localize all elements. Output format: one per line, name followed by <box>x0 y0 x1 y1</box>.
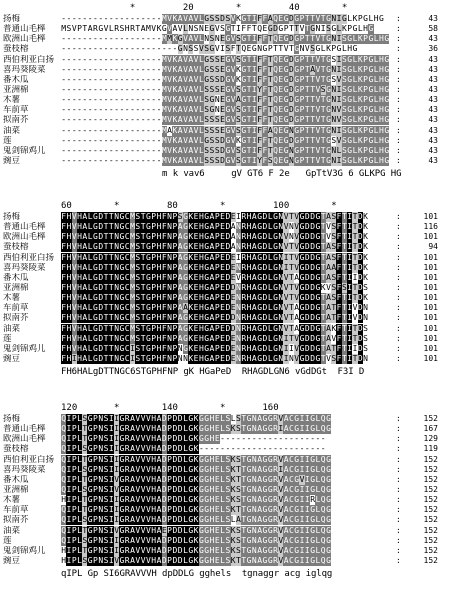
sequence-text: H I P L T G P N S I I G R A V V V H A D P D D L G K G G H E L S K S T G N A G G R V A C G I I R L Q G <box>61 495 331 505</box>
sequence-row <box>0 303 460 313</box>
species-label: 莲 <box>3 535 12 546</box>
sequence-row <box>0 495 460 505</box>
sequence-text: F H V H A L G D T T N G C M S T G P H F N P S G K E H G A P E D E I R H A G D L G N V T V G D D G T A S F T I T D K <box>61 212 368 221</box>
sequence-text: Q I P L S G P N S I I G R A V V V H A D P D D L G K - - - - - - - - - - - - - - - - - - - - - - - - <box>61 444 326 454</box>
separator-colon: : <box>396 125 401 135</box>
sequence-text: - - - - - - - - - - - - - - - - - - - M V K A V A V L S S S D G V S G T I F F T Q E G N G P T T V T G N L S G L K P G L H G <box>61 145 390 155</box>
sequence-text: Q I P L S G P N S I V G R A V V V H A D P D D L G K G G H E L S K S T G N A G G R V A C G I I G L Q G <box>61 484 331 494</box>
separator-colon: : <box>396 555 401 565</box>
ruler-mark: * <box>235 3 242 13</box>
residue-count: 36 <box>428 44 438 54</box>
species-label: 莲 <box>3 135 12 146</box>
sequence-text: F H V H A L G D T T N G C M S T G P H F N P A A K E H G A P E D E N R H A G D L G N V T A G D D G T A T F T I V D N <box>61 303 368 313</box>
residue-count: 58 <box>428 24 438 34</box>
species-label: 油菜 <box>3 125 21 136</box>
separator-colon: : <box>396 323 401 333</box>
sequence-text: F H V H A L G D T T N G C M S T G P H F N P A G K E H G A P E D E N R H A G D L G N I T V G D D G T A V F T I T D S <box>61 333 368 343</box>
residue-count: 43 <box>428 95 438 105</box>
separator-colon: : <box>396 252 401 262</box>
species-label: 欧洲山毛榉 <box>3 434 46 445</box>
residue-count: 43 <box>428 34 438 44</box>
separator-colon: : <box>396 505 401 515</box>
residue-count: 152 <box>423 474 438 484</box>
separator-colon: : <box>396 232 401 242</box>
ruler-mark: 40 <box>288 3 300 13</box>
residue-count: 116 <box>423 222 438 232</box>
species-label: 扬梅 <box>3 212 21 222</box>
species-label: 番木瓜 <box>3 474 29 485</box>
consensus-line: qIPL Gp SI6GRAVVVH dpDDLG gghels tgnaggr acg iglqg <box>61 569 333 580</box>
species-label: 亚洲棉 <box>3 484 29 495</box>
species-label: 木薯 <box>3 95 21 106</box>
sequence-text: Q I P L T G P N S I I G R A V V V H A D P D D L G K G G H E - - - - - - - - - - - - - - - - - - - - <box>61 434 326 444</box>
consensus-line: FH6HALgDTTNGC6STGPHFNP gK HGaPeD RHAGDLGN6 vGdDGt F3I D <box>61 367 365 378</box>
separator-colon: : <box>396 414 401 423</box>
separator-colon: : <box>396 525 401 535</box>
sequence-row <box>0 536 460 546</box>
residue-count: 43 <box>428 145 438 155</box>
species-label: 豌豆 <box>3 155 21 166</box>
species-label: 拟南芥 <box>3 515 29 526</box>
sequence-text: Q I P L S G P N S I I G R A V V V H A D P D D L G K G G H E L S L A T G N A G G R V A C G I I G L Q G <box>61 515 331 525</box>
sequence-text: Q I P L S G P N S I I G R A V V V H A D P D D L G K G G H E L S L S T G N A G G R V A C G I I G L Q G <box>61 414 331 423</box>
sequence-row <box>0 313 460 323</box>
species-label: 豌豆 <box>3 555 21 566</box>
species-label: 蚕枝榕 <box>3 242 29 253</box>
residue-count: 152 <box>423 525 438 535</box>
sequence-text: - - - - - - - - - - - - - - - - - - - M V K A V A V L G S S E G V K G T I F F T Q E G D G P T A V T G N I S G L K P G L H G <box>61 64 390 74</box>
residue-count: 43 <box>428 125 438 135</box>
separator-colon: : <box>396 105 401 115</box>
ruler-mark: * <box>331 201 337 211</box>
residue-count: 101 <box>423 323 438 333</box>
separator-colon: : <box>396 343 401 353</box>
residue-count: 152 <box>423 484 438 494</box>
separator-colon: : <box>396 34 401 44</box>
sequence-text: Q I P L S G P N S I I G R A V V V H A D P D D L G K G G H E L S K S T G N A G G R V A C G I I G L Q G <box>61 535 331 545</box>
separator-colon: : <box>396 444 401 454</box>
alignment-block-3 <box>0 402 460 578</box>
species-label: 车前草 <box>3 505 29 516</box>
sequence-row <box>0 85 460 95</box>
species-label: 喜玛葵陵菜 <box>3 64 46 75</box>
position-ruler <box>0 402 460 414</box>
sequence-text: Q I P L S G P N S I I G R A V V V H A D P D D L G K G G H E L S K T T G N A G G R I A C G I I G L Q G <box>61 464 331 474</box>
sequence-row <box>0 222 460 232</box>
sequence-text: - - - - - - - - - - - - - - - - - - - M V K A V A V L G S S D S V K G T I F F A Q E G D G P T T V T G N I G L K P G L H G <box>61 14 384 23</box>
residue-count: 94 <box>428 242 438 252</box>
sequence-row <box>0 546 460 556</box>
residue-count: 129 <box>423 434 438 444</box>
position-ruler <box>0 2 460 14</box>
species-label: 鬼剑锦鸡儿 <box>3 343 46 354</box>
separator-colon: : <box>396 145 401 155</box>
sequence-text: F H V H A L G D T T N G C M S T G P H F N P A G K E H G A P E D D N R H A G D L G N V T A G D D G T A K F T I T D S <box>61 323 368 333</box>
residue-count: 43 <box>428 74 438 84</box>
separator-colon: : <box>396 545 401 555</box>
sequence-text: - - - - - - - - - - - - - - - - - - - M A K A V A V L S S S E G V S G T I F F A Q E G N G P T T V T G N I S G L K P G L H G <box>61 125 390 135</box>
sequence-row <box>0 212 460 222</box>
species-label: 番木瓜 <box>3 272 29 283</box>
sequence-text: F H V H A L G D T T N G C M S T G P H F N P A G K E H G A P E D E N R H A G D L G N I T V G D D G T A A F T I T D K <box>61 262 368 272</box>
sequence-text: - - - - - - - - - - - - - - - - - - - M V K A V A V L S S S E G V S G T I Y F T Q E G D G P T T V S G N I S G L K P G L H G <box>61 84 390 94</box>
separator-colon: : <box>396 293 401 303</box>
alignment-block-1 <box>0 2 460 178</box>
separator-colon: : <box>396 24 401 34</box>
sequence-row <box>0 515 460 525</box>
sequence-row <box>0 556 460 566</box>
residue-count: 152 <box>423 555 438 565</box>
sequence-row <box>0 455 460 465</box>
sequence-row <box>0 156 460 166</box>
ruler-mark: 160 <box>262 403 279 413</box>
sequence-row <box>0 146 460 156</box>
ruler-mark: * <box>220 403 226 413</box>
sequence-row <box>0 24 460 34</box>
separator-colon: : <box>396 262 401 272</box>
species-label: 普通山毛榉 <box>3 222 46 233</box>
separator-colon: : <box>396 484 401 494</box>
sequence-row <box>0 253 460 263</box>
residue-count: 152 <box>423 515 438 525</box>
separator-colon: : <box>396 313 401 323</box>
species-label: 鬼剑锦鸡儿 <box>3 145 46 156</box>
sequence-row <box>0 34 460 44</box>
species-label: 蚕枝榕 <box>3 44 29 55</box>
consensus-line: m k vav6 gV GT6 F 2e GpTtV3G 6 GLKPG HG <box>61 169 402 180</box>
residue-count: 152 <box>423 535 438 545</box>
separator-colon: : <box>396 495 401 505</box>
sequence-text: F H V H A L G D T T N G C M S T G P H F N P A G K E H G A P E D E N R H A G D L G N V T V G D D G T A S F T I T D K <box>61 293 368 303</box>
ruler-mark: * <box>220 201 226 211</box>
species-label: 蚕枝榕 <box>3 444 29 455</box>
sequence-text: H I P L S G P N S I V G R A V V V H A D P D D L G K G G H E L S K T T G N A G G R V A C G I I G L Q G <box>61 555 331 565</box>
species-label: 车前草 <box>3 105 29 116</box>
separator-colon: : <box>396 272 401 282</box>
sequence-text: Q I P L T G P N S I V G R A V V V H A E P D D L G K G G H E L S K S T G N A G G R V A C G I I G L Q G <box>61 525 331 535</box>
sequence-row <box>0 465 460 475</box>
sequence-row <box>0 263 460 273</box>
sequence-text: - - - - - - - - - - - - - - - - - - - - - - G N S S V S G V I S F T Q E G N G P T T V T G N V S G L K P G L H G <box>61 44 358 54</box>
species-label: 西伯利亚白扬 <box>3 454 55 465</box>
species-label: 西伯利亚白扬 <box>3 252 55 263</box>
residue-count: 43 <box>428 14 438 23</box>
species-label: 欧洲山毛榉 <box>3 34 46 45</box>
residue-count: 101 <box>423 313 438 323</box>
residue-count: 152 <box>423 454 438 464</box>
species-label: 普通山毛榉 <box>3 24 46 35</box>
sequence-row <box>0 136 460 146</box>
sequence-text: M S V P T A R G V L R S H R T A M V K G V A V L N S N E G V S G T I F F T Q E G D G P T T V T G N I S G L K P G L H G <box>61 24 374 34</box>
separator-colon: : <box>396 535 401 545</box>
sequence-row <box>0 14 460 24</box>
residue-count: 43 <box>428 84 438 94</box>
residue-count: 101 <box>423 272 438 282</box>
residue-count: 101 <box>423 232 438 242</box>
sequence-row <box>0 75 460 85</box>
position-ruler <box>0 200 460 212</box>
residue-count: 101 <box>423 343 438 353</box>
sequence-text: F H V H A L G D T T N G C M S T G P H F N P A G K E H G A P E D A N R H A G D L G N V N V G D D G T V S F T I T D K <box>61 232 368 242</box>
ruler-mark: * <box>114 201 120 211</box>
separator-colon: : <box>396 474 401 484</box>
sequence-row <box>0 485 460 495</box>
ruler-mark: 120 <box>61 403 78 413</box>
ruler-mark: 140 <box>161 403 178 413</box>
sequence-text: F H V H A L G D T T N G C M S T G P H F N P A G K E H G A P E D D N R H A G D L G N V T A G D D G T A T F T I V D N <box>61 313 368 323</box>
residue-count: 152 <box>423 495 438 505</box>
residue-count: 101 <box>423 293 438 303</box>
sequence-text: F H V H A L G D T T N G C M S T G P H F N P A G K E H G A P E D E I R H A G D L G N I T V G D D G T A S F T I T D K <box>61 252 368 262</box>
sequence-text: - - - - - - - - - - - - - - - - - - - M V K A V A V L S G N E G V S G T I F F T Q E G D G P T T V T G N V S G L K P G L H G <box>61 105 390 115</box>
residue-count: 43 <box>428 54 438 64</box>
separator-colon: : <box>396 84 401 94</box>
sequence-text: - - - - - - - - - - - - - - - - - - - M V K A V A V L S G N E G V A G T I F F T Q E G D G P T T V T G N I S G L K P G L H G <box>61 95 390 105</box>
sequence-text: F H V H A L G D T T N G C M S T G P H F N P A G K E H G A P E D A N R H A G D L G N V N V G D D G T V S F T I T D K <box>61 222 368 232</box>
species-label: 莲 <box>3 333 12 344</box>
separator-colon: : <box>396 212 401 221</box>
ruler-mark: * <box>129 3 136 13</box>
sequence-text: - - - - - - - - - - - - - - - - - - - M M K G V A V L N S N E G V S G T I F F T Q E G D G P T T V T G N I S G L K P G L H G <box>61 34 390 44</box>
residue-count: 152 <box>423 464 438 474</box>
species-label: 木薯 <box>3 495 21 506</box>
sequence-text: Q I P L T G P N S I I G R A V V V H A D P D D L G K G G H E L S K S T G N A G G R V A C G I I G L Q G <box>61 454 331 464</box>
sequence-text: F H V H A L G D T T N G C M S T G P H F N P A G K E H G A P E D E V R H A G D L G N V T A G D D G T A S F T I I D K <box>61 272 368 282</box>
species-label: 普通山毛榉 <box>3 424 46 435</box>
residue-count: 101 <box>423 333 438 343</box>
species-label: 油菜 <box>3 323 21 334</box>
species-label: 鬼剑锦鸡儿 <box>3 545 46 556</box>
residue-count: 152 <box>423 414 438 423</box>
species-label: 扬梅 <box>3 14 21 24</box>
sequence-text: - - - - - - - - - - - - - - - - - - - M V K A V A V L S S S D G V S G T I Y F S Q E G N G P T T V T G N I S G L K P G L H G <box>61 155 390 165</box>
sequence-text: F H V H A L G D T T N G C M S T G P H F N P A G K E H G A P E D A N R H A G D L G N V T V G D D G T A S F T I T D K <box>61 242 368 252</box>
separator-colon: : <box>396 454 401 464</box>
sequence-row <box>0 424 460 434</box>
species-label: 扬梅 <box>3 414 21 424</box>
ruler-mark: 100 <box>273 201 290 211</box>
sequence-text: F H V H A L G D T T N G C M S T G P H F N P A G K E H G A P E D D N R H A G D L G N V T V G D D G K V S F S I T D S <box>61 282 368 292</box>
residue-count: 167 <box>423 424 438 434</box>
separator-colon: : <box>396 14 401 23</box>
sequence-row <box>0 105 460 115</box>
sequence-row <box>0 526 460 536</box>
ruler-mark: * <box>341 3 348 13</box>
sequence-row <box>0 283 460 293</box>
residue-count: 119 <box>423 444 438 454</box>
residue-count: 101 <box>423 353 438 363</box>
separator-colon: : <box>396 95 401 105</box>
species-label: 西伯利亚白扬 <box>3 54 55 65</box>
species-label: 拟南芥 <box>3 313 29 324</box>
sequence-row <box>0 65 460 75</box>
alignment-block-2 <box>0 200 460 376</box>
separator-colon: : <box>396 333 401 343</box>
sequence-text: F H I H A L G D T T N G C I S T G P H F N P N N K E H G A P E D E N R H A G D L G N I N V G D D G T V S F T I T D N <box>61 353 368 363</box>
separator-colon: : <box>396 424 401 434</box>
sequence-row <box>0 505 460 515</box>
residue-count: 43 <box>428 115 438 125</box>
residue-count: 152 <box>423 545 438 555</box>
ruler-mark: 20 <box>182 3 194 13</box>
sequence-row <box>0 334 460 344</box>
residue-count: 152 <box>423 505 438 515</box>
separator-colon: : <box>396 54 401 64</box>
sequence-row <box>0 126 460 136</box>
separator-colon: : <box>396 135 401 145</box>
sequence-text: - - - - - - - - - - - - - - - - - - - M V K A V A V L G S S D G V K G T I F F T Q E G D G P T T V T G S V S G L K P G L H G <box>61 74 390 84</box>
residue-count: 101 <box>423 303 438 313</box>
sequence-text: Q I P L T G P N S I I G R A V V V H A D P D D L G K G G H E L S K S T G N A G G R I A C G I I G L Q G <box>61 424 331 434</box>
sequence-row <box>0 95 460 105</box>
sequence-row <box>0 55 460 65</box>
species-label: 油菜 <box>3 525 21 536</box>
sequence-row <box>0 444 460 454</box>
ruler-mark: * <box>114 403 120 413</box>
sequence-row <box>0 354 460 364</box>
species-label: 喜玛葵陵菜 <box>3 464 46 475</box>
separator-colon: : <box>396 44 401 54</box>
sequence-text: Q I P L T G P N S I V G R A V V V H A D P D D L G K G G H E L S K T T G N A G G R V A C G V I G L Q G <box>61 474 331 484</box>
sequence-row <box>0 434 460 444</box>
residue-count: 101 <box>423 252 438 262</box>
sequence-text: F H V H A L G D T T N G C I S T G P H F N P N G K E H G A P E D E N R H A G D L G N I I V G D D G T A T F T I I D S <box>61 343 368 353</box>
residue-count: 101 <box>423 282 438 292</box>
species-label: 亚洲棉 <box>3 84 29 95</box>
sequence-row <box>0 232 460 242</box>
sequence-text: - - - - - - - - - - - - - - - - - - - M V K A V A V L S S S E G V S G T I F F T Q E G D G P T T V T G N V S G L K P G L H G <box>61 115 390 125</box>
sequence-row <box>0 475 460 485</box>
sequence-row <box>0 273 460 283</box>
sequence-row <box>0 115 460 125</box>
sequence-text: H I P L T G P N S I I G R A V V V H A D P D D L G K G G H E L S K S T G N A G G R V A C G I I G L Q G <box>61 545 331 555</box>
separator-colon: : <box>396 303 401 313</box>
species-label: 亚洲棉 <box>3 282 29 293</box>
species-label: 欧洲山毛榉 <box>3 232 46 243</box>
species-label: 番木瓜 <box>3 74 29 85</box>
residue-count: 101 <box>423 262 438 272</box>
residue-count: 43 <box>428 135 438 145</box>
residue-count: 43 <box>428 64 438 74</box>
sequence-text: - - - - - - - - - - - - - - - - - - - M V K A V A V L G S S E G V S G T I F F T Q E G D G P T T V T G S I S G L K P G L H G <box>61 54 390 64</box>
sequence-row <box>0 44 460 54</box>
separator-colon: : <box>396 464 401 474</box>
separator-colon: : <box>396 434 401 444</box>
ruler-mark: 60 <box>61 201 72 211</box>
sequence-row <box>0 293 460 303</box>
separator-colon: : <box>396 155 401 165</box>
ruler-mark: 80 <box>167 201 178 211</box>
separator-colon: : <box>396 242 401 252</box>
species-label: 拟南芥 <box>3 115 29 126</box>
sequence-text: - - - - - - - - - - - - - - - - - - - M V K A V A V L G S S D G V K G T I F F T Q E G D G P T T V T G S V S G L K P G L H G <box>61 135 390 145</box>
sequence-row <box>0 344 460 354</box>
sequence-row <box>0 414 460 424</box>
separator-colon: : <box>396 282 401 292</box>
separator-colon: : <box>396 115 401 125</box>
residue-count: 101 <box>423 212 438 221</box>
sequence-text: Q I P L T G P N S I I G R A V V V H A D P D D L G K G G H E L S K T T G N A G G R V A C G I I G L Q G <box>61 505 331 515</box>
species-label: 豌豆 <box>3 353 21 364</box>
residue-count: 43 <box>428 155 438 165</box>
residue-count: 43 <box>428 105 438 115</box>
separator-colon: : <box>396 353 401 363</box>
separator-colon: : <box>396 222 401 232</box>
separator-colon: : <box>396 515 401 525</box>
species-label: 车前草 <box>3 303 29 314</box>
separator-colon: : <box>396 64 401 74</box>
species-label: 喜玛葵陵菜 <box>3 262 46 273</box>
sequence-row <box>0 324 460 334</box>
sequence-row <box>0 242 460 252</box>
species-label: 木薯 <box>3 293 21 304</box>
separator-colon: : <box>396 74 401 84</box>
